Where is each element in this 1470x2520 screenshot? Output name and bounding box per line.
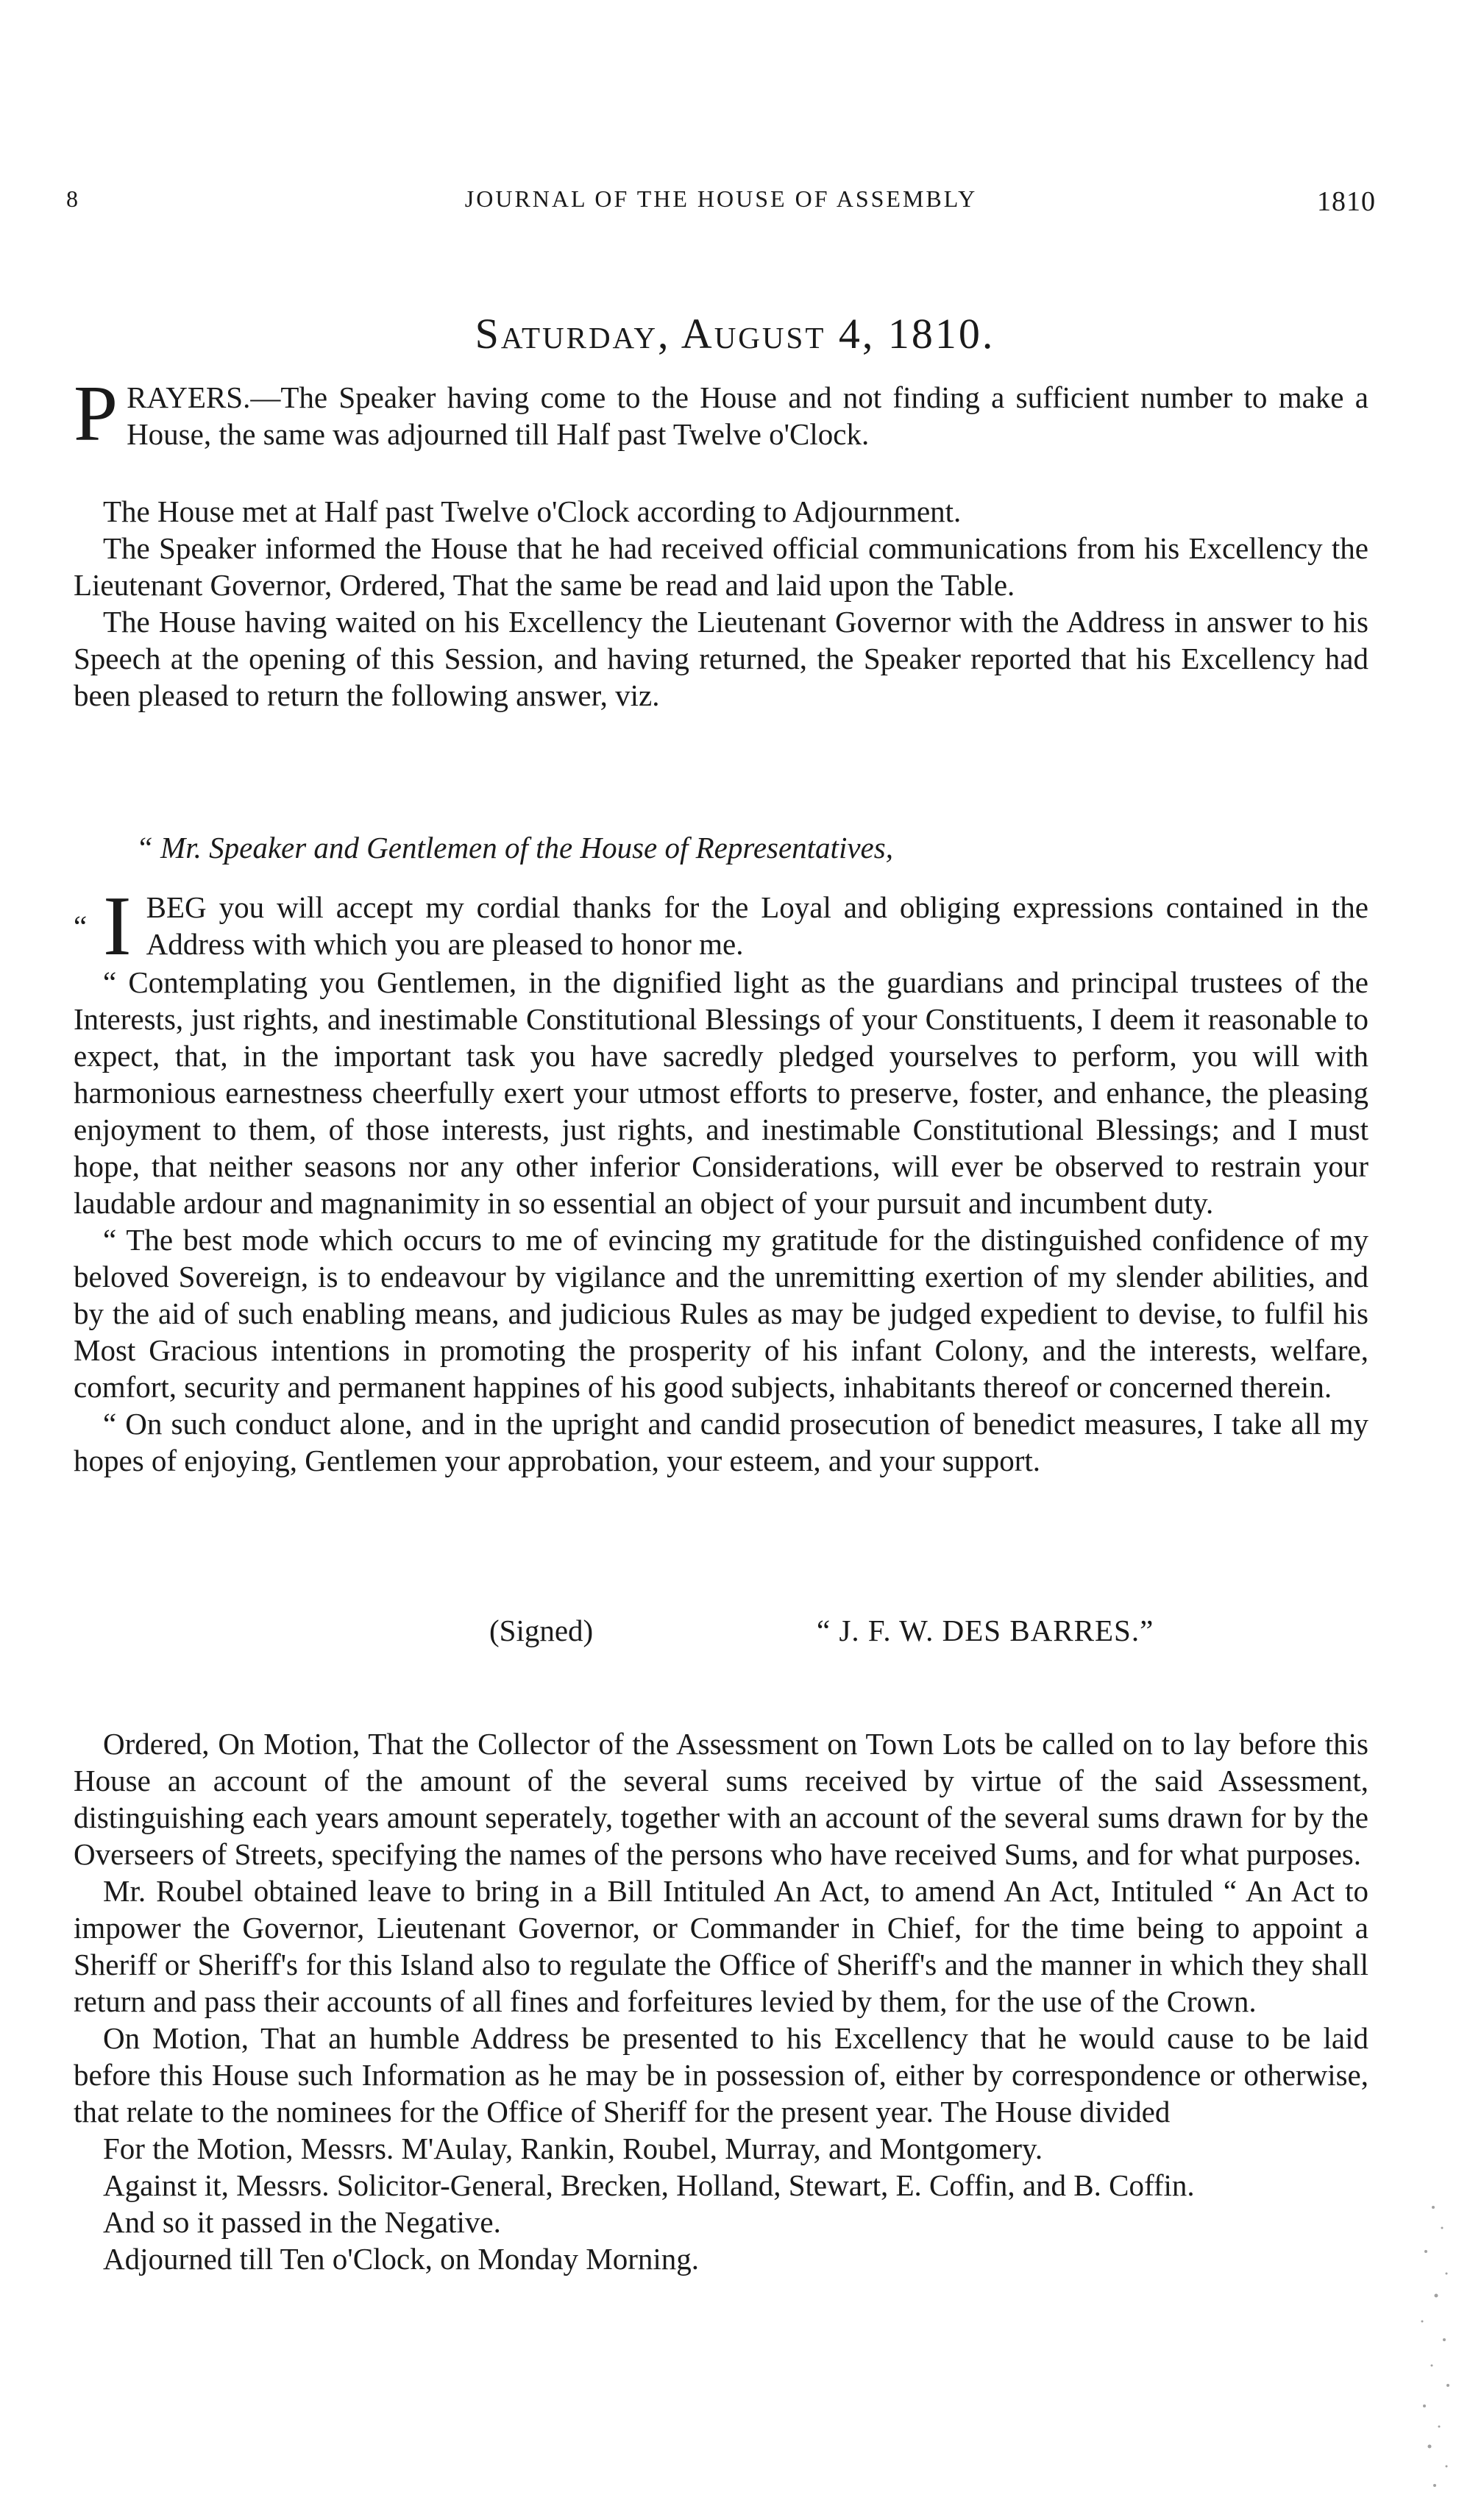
reply-paragraph: “ On such conduct alone, and in the upright and candid prosecution of benedict measures, I take all my hopes of enjoying, Gentlemen your approbation, your esteem, and your support. xyxy=(74,1407,1368,1477)
proceeding-paragraph: The House having waited on his Excellency the Lieutenant Governor with the Address in answer to his Speech at the opening of this Session, and having returned, the Speaker reported that his Excellency had been pleased to return the following answer, viz. xyxy=(74,605,1368,712)
reply-body xyxy=(74,964,1368,1479)
reply-opening-quote: “ xyxy=(74,909,88,943)
signed-label: (Signed) xyxy=(489,1614,594,1647)
adjournment-note: Adjourned till Ten o'Clock, on Monday Morning. xyxy=(103,2242,700,2276)
prayers-dropcap: P xyxy=(74,370,118,458)
prayers-paragraph xyxy=(74,370,1368,458)
proceeding-paragraph: The House met at Half past Twelve o'Clock according to Adjournment. xyxy=(103,494,962,528)
division-against: Against it, Messrs. Solicitor-General, Brecken, Holland, Stewart, E. Coffin, and B. Coffin. xyxy=(103,2168,1195,2202)
signature-row xyxy=(0,1613,1470,1657)
reply-first-paragraph xyxy=(74,879,1368,973)
reply-salutation: “ Mr. Speaker and Gentlemen of the House of Representatives, xyxy=(136,831,893,865)
running-head xyxy=(66,185,1376,222)
paper-speckle-decoration xyxy=(1404,2193,1455,2502)
division-result: And so it passed in the Negative. xyxy=(103,2205,501,2239)
proceedings-first xyxy=(74,493,1368,714)
reply-first-text: BEG you will accept my cordial thanks for the Loyal and obliging expressions contained in the Address with which you are pleased to honor me. xyxy=(146,890,1368,961)
division-for: For the Motion, Messrs. M'Aulay, Rankin, Roubel, Murray, and Montgomery. xyxy=(103,2132,1043,2165)
proceeding-paragraph: On Motion, That an humble Address be presented to his Excellency that he would cause to be laid before this House such Information as he may be in possession of, either by correspondence or otherwise, that relate to the nominees for the Office of Sheriff for the present year. The House divided xyxy=(74,2021,1368,2129)
running-head-title: JOURNAL OF THE HOUSE OF ASSEMBLY xyxy=(464,185,978,212)
proceeding-paragraph: Ordered, On Motion, That the Collector of the Assessment on Town Lots be called on to lay before this House an account of the amount of the several sums received by virtue of the said Assessment, distinguishing each years amount seperately, together with an account of the several sums drawn for by the Overseers of Streets, specifying the names of the persons who have received Sums, and for what purposes. xyxy=(74,1727,1368,1871)
proceeding-paragraph: The Speaker informed the House that he had received official communications from his Excellency the Lieutenant Governor, Ordered, That the same be read and laid upon the Table. xyxy=(74,531,1368,602)
day-heading: Saturday, August 4, 1810. xyxy=(475,310,995,358)
proceedings-second xyxy=(74,1725,1368,2277)
signatory-name: “ J. F. W. DES BARRES.” xyxy=(817,1614,1154,1647)
reply-paragraph: “ The best mode which occurs to me of evincing my gratitude for the distinguished confidence of my beloved Sovereign, is to endeavour by vigilance and the unremitting exertion of my slender abilities, and by the aid of such enabling means, and judicious Rules as may be judged expedient to devise, to fulfil his Most Gracious intentions in promoting the prosperity of his infant Colony, and the interests, welfare, comfort, security and permanent happines of his good subjects, inhabitants thereof or concerned therein. xyxy=(74,1223,1368,1404)
reply-paragraph: “ Contemplating you Gentlemen, in the dignified light as the guardians and principal trustees of the Interests, just rights, and inestimable Constitutional Blessings of your Constituents, I deem it reasonable to expect, that, in the important task you have sacredly pledged yourselves to perform, you will with harmonious earnestness cheerfully exert your utmost efforts to preserve, foster, and enhance, the pleasing enjoyment to them, of those interests, just rights, and inestimable Constitutional Blessings; and I must hope, that neither seasons nor any other inferior Considerations, will ever be observed to restrain your laudable ardour and magnanimity in so essential an object of your pursuit and incumbent duty. xyxy=(74,965,1368,1220)
reply-dropcap: I xyxy=(103,879,132,973)
prayers-text: RAYERS.—The Speaker having come to the House and not finding a sufficient number to make a House, the same was adjourned till Half past Twelve o'Clock. xyxy=(127,380,1368,451)
proceeding-paragraph: Mr. Roubel obtained leave to bring in a Bill Intituled An Act, to amend An Act, Intituled “ An Act to impower the Governor, Lieutenant Governor, or Commander in Chief, for the time being to appoint a Sheriff or Sheriff's for this Island also to regulate the Office of Sheriff's and the manner in which they shall return and pass their accounts of all fines and forfeitures levied by them, for the use of the Crown. xyxy=(74,1874,1368,2018)
page-number: 8 xyxy=(66,185,79,212)
running-head-year: 1810 xyxy=(1317,186,1376,217)
